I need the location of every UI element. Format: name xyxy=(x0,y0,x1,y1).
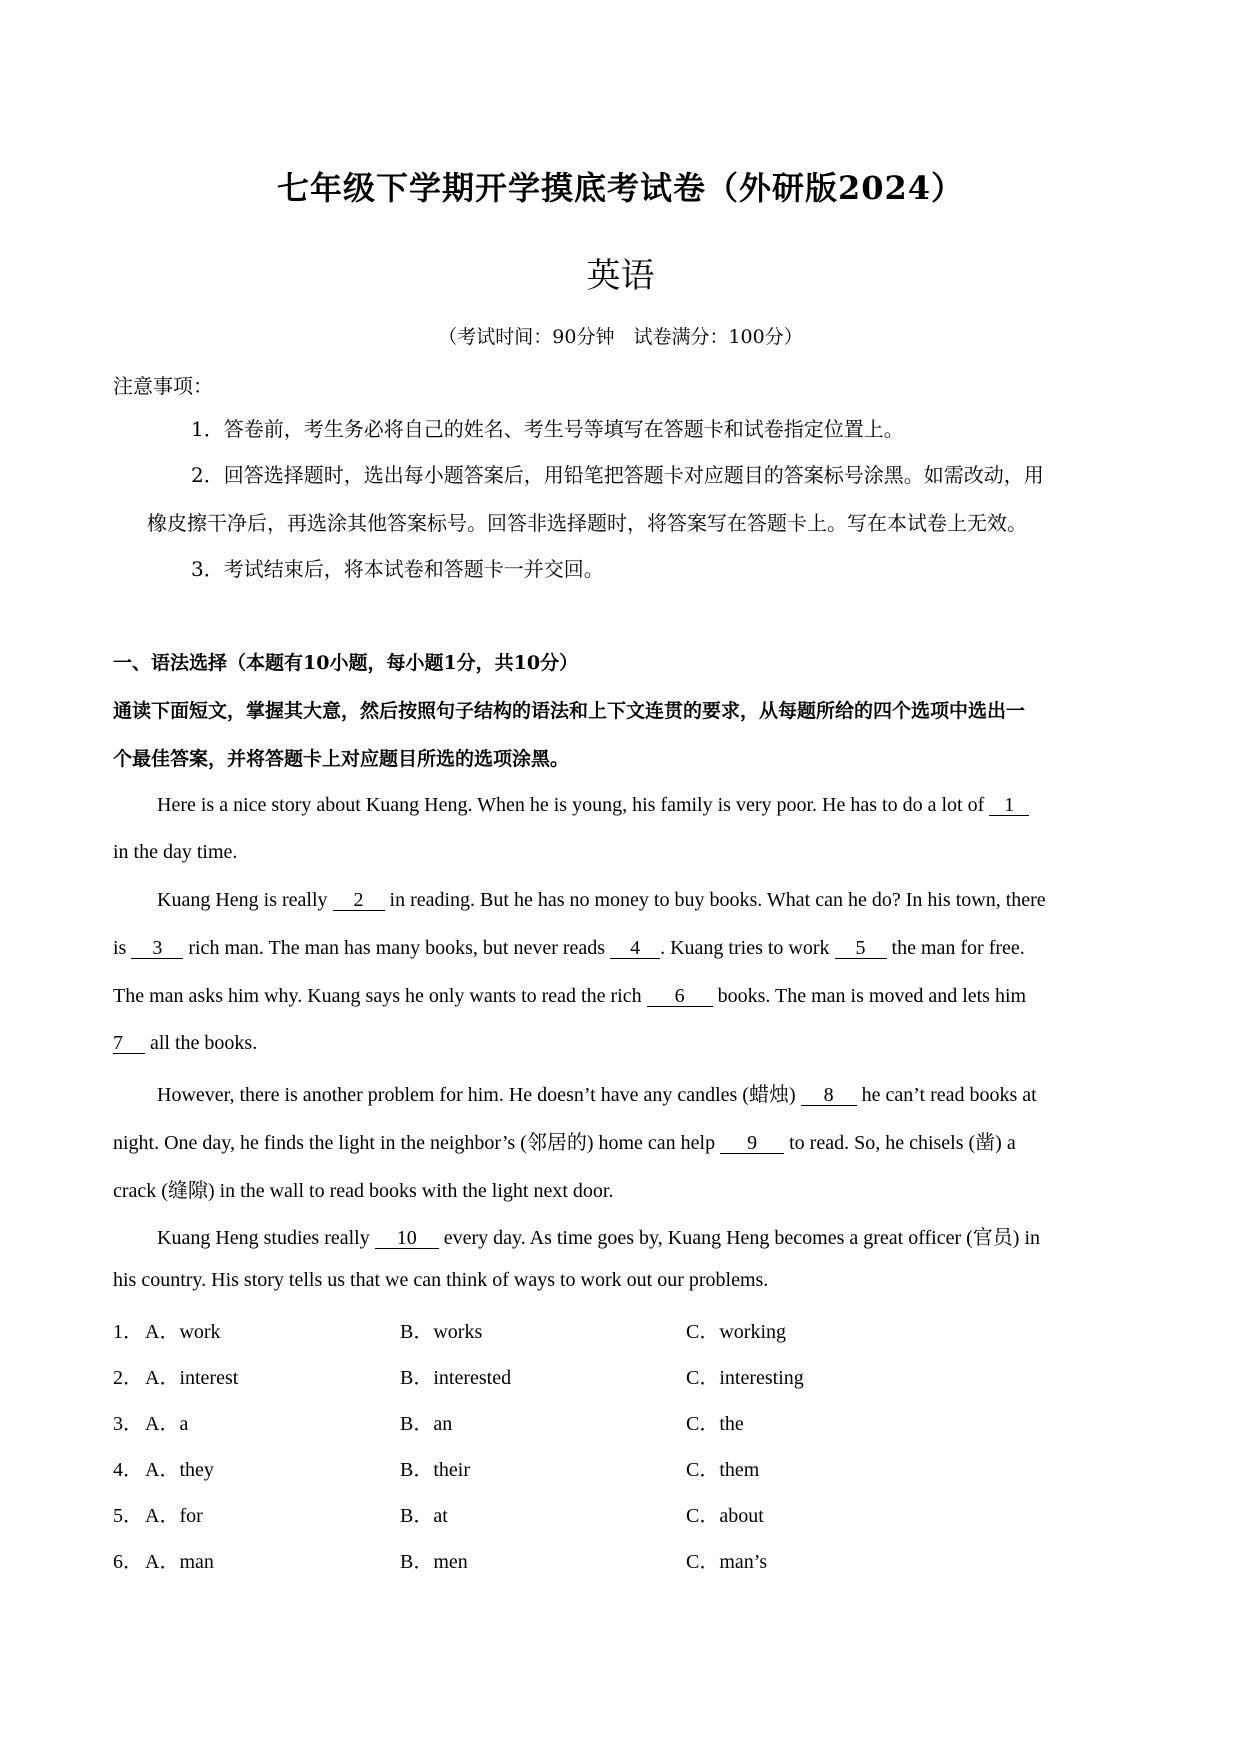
option-a: A．man xyxy=(145,1551,214,1573)
passage-line-10 xyxy=(157,1221,1040,1250)
option-b: B．works xyxy=(400,1321,483,1343)
section-heading: 一、语法选择（本题有10小题，每小题1分，共10分） xyxy=(113,652,579,674)
exam-meta: （考试时间：90分钟 试卷满分：100分） xyxy=(438,326,803,348)
option-b: B．at xyxy=(400,1505,448,1527)
option-a: A．interest xyxy=(145,1367,239,1389)
option-b: B．men xyxy=(400,1551,468,1573)
blank-5: 5 xyxy=(835,938,887,959)
blank-10: 10 xyxy=(375,1228,439,1249)
exam-title: 七年级下学期开学摸底考试卷（外研版2024） xyxy=(276,169,965,207)
passage-line-3 xyxy=(157,889,1046,912)
question-number: 2． xyxy=(113,1367,143,1389)
option-row xyxy=(113,1499,1113,1525)
blank-1: 1 xyxy=(989,795,1029,816)
passage-text: Here is a nice story about Kuang Heng. When he is young, his family is very poor. He has to do a lot of xyxy=(157,794,985,816)
passage-line-2: in the day time. xyxy=(113,841,238,863)
option-c: C．them xyxy=(686,1459,760,1481)
option-c: C．about xyxy=(686,1505,764,1527)
passage-text: books. The man is moved and lets him xyxy=(717,985,1027,1007)
question-number: 5． xyxy=(113,1505,143,1527)
option-a: A．work xyxy=(145,1321,221,1343)
blank-6: 6 xyxy=(647,986,713,1007)
blank-9: 9 xyxy=(720,1133,784,1154)
passage-text: the man for free. xyxy=(891,937,1025,959)
passage-text: Kuang Heng studies really xyxy=(157,1227,370,1249)
passage-text: all the books. xyxy=(150,1032,258,1054)
passage-text: to read. So, he chisels (凿) a xyxy=(789,1132,1016,1154)
blank-3: 3 xyxy=(131,938,183,959)
passage-line-6 xyxy=(113,1032,257,1055)
passage-line-4 xyxy=(113,937,1025,960)
question-number: 4． xyxy=(113,1459,143,1481)
passage-text: However, there is another problem for him. He doesn’t have any candles (蜡烛) xyxy=(157,1084,796,1106)
option-a: A．for xyxy=(145,1505,203,1527)
notice-item-2-line-1: 2．回答选择题时，选出每小题答案后，用铅笔把答题卡对应题目的答案标号涂黑。如需改动，用 xyxy=(191,463,1044,487)
option-row xyxy=(113,1545,1113,1571)
option-b: B．their xyxy=(400,1459,470,1481)
option-a: A．they xyxy=(145,1459,214,1481)
option-a: A．a xyxy=(145,1413,189,1435)
option-c: C．working xyxy=(686,1321,786,1343)
blank-2: 2 xyxy=(333,890,385,911)
passage-text: . Kuang tries to work xyxy=(660,937,830,959)
question-number: 6． xyxy=(113,1551,143,1573)
notice-item-1: 1．答卷前，考生务必将自己的姓名、考生号等填写在答题卡和试卷指定位置上。 xyxy=(191,417,904,441)
option-b: B．an xyxy=(400,1413,453,1435)
passage-text: he can’t read books at xyxy=(861,1084,1037,1106)
passage-line-7 xyxy=(157,1078,1037,1107)
option-c: C．man’s xyxy=(686,1551,768,1573)
subject-title: 英语 xyxy=(586,256,655,296)
option-c: C．interesting xyxy=(686,1367,804,1389)
option-row xyxy=(113,1453,1113,1479)
passage-line-1 xyxy=(157,794,1029,817)
passage-line-11: his country. His story tells us that we can think of ways to work out our problems. xyxy=(113,1269,769,1291)
passage-text: night. One day, he finds the light in the neighbor’s (邻居的) home can help xyxy=(113,1132,716,1154)
section-instruction-line-2: 个最佳答案，并将答题卡上对应题目所选的选项涂黑。 xyxy=(113,748,570,770)
passage-text: rich man. The man has many books, but never reads xyxy=(188,937,606,959)
passage-line-5 xyxy=(113,985,1026,1008)
passage-text: is xyxy=(113,937,127,959)
blank-8: 8 xyxy=(801,1085,857,1106)
passage-line-9: crack (缝隙) in the wall to read books with the light next door. xyxy=(113,1180,614,1202)
option-row xyxy=(113,1407,1113,1433)
question-number: 1． xyxy=(113,1321,143,1343)
blank-7: 7 xyxy=(113,1033,145,1054)
notice-heading: 注意事项： xyxy=(113,374,213,398)
passage-text: in reading. But he has no money to buy books. What can he do? In his town, there xyxy=(389,889,1046,911)
section-instruction-line-1: 通读下面短文，掌握其大意，然后按照句子结构的语法和上下文连贯的要求，从每题所给的四个选项中选出一 xyxy=(113,700,1026,722)
notice-item-3: 3．考试结束后，将本试卷和答题卡一并交回。 xyxy=(191,557,604,581)
option-b: B．interested xyxy=(400,1367,512,1389)
passage-text: every day. As time goes by, Kuang Heng becomes a great officer (官员) in xyxy=(443,1227,1041,1249)
notice-item-2-line-2: 橡皮擦干净后，再选涂其他答案标号。回答非选择题时，将答案写在答题卡上。写在本试卷上无效。 xyxy=(147,511,1027,535)
passage-text: The man asks him why. Kuang says he only wants to read the rich xyxy=(113,985,642,1007)
blank-4: 4 xyxy=(610,938,660,959)
option-c: C．the xyxy=(686,1413,744,1435)
option-row xyxy=(113,1361,1113,1387)
passage-line-8 xyxy=(113,1126,1016,1155)
passage-text: Kuang Heng is really xyxy=(157,889,328,911)
option-row xyxy=(113,1315,1113,1341)
question-number: 3． xyxy=(113,1413,143,1435)
